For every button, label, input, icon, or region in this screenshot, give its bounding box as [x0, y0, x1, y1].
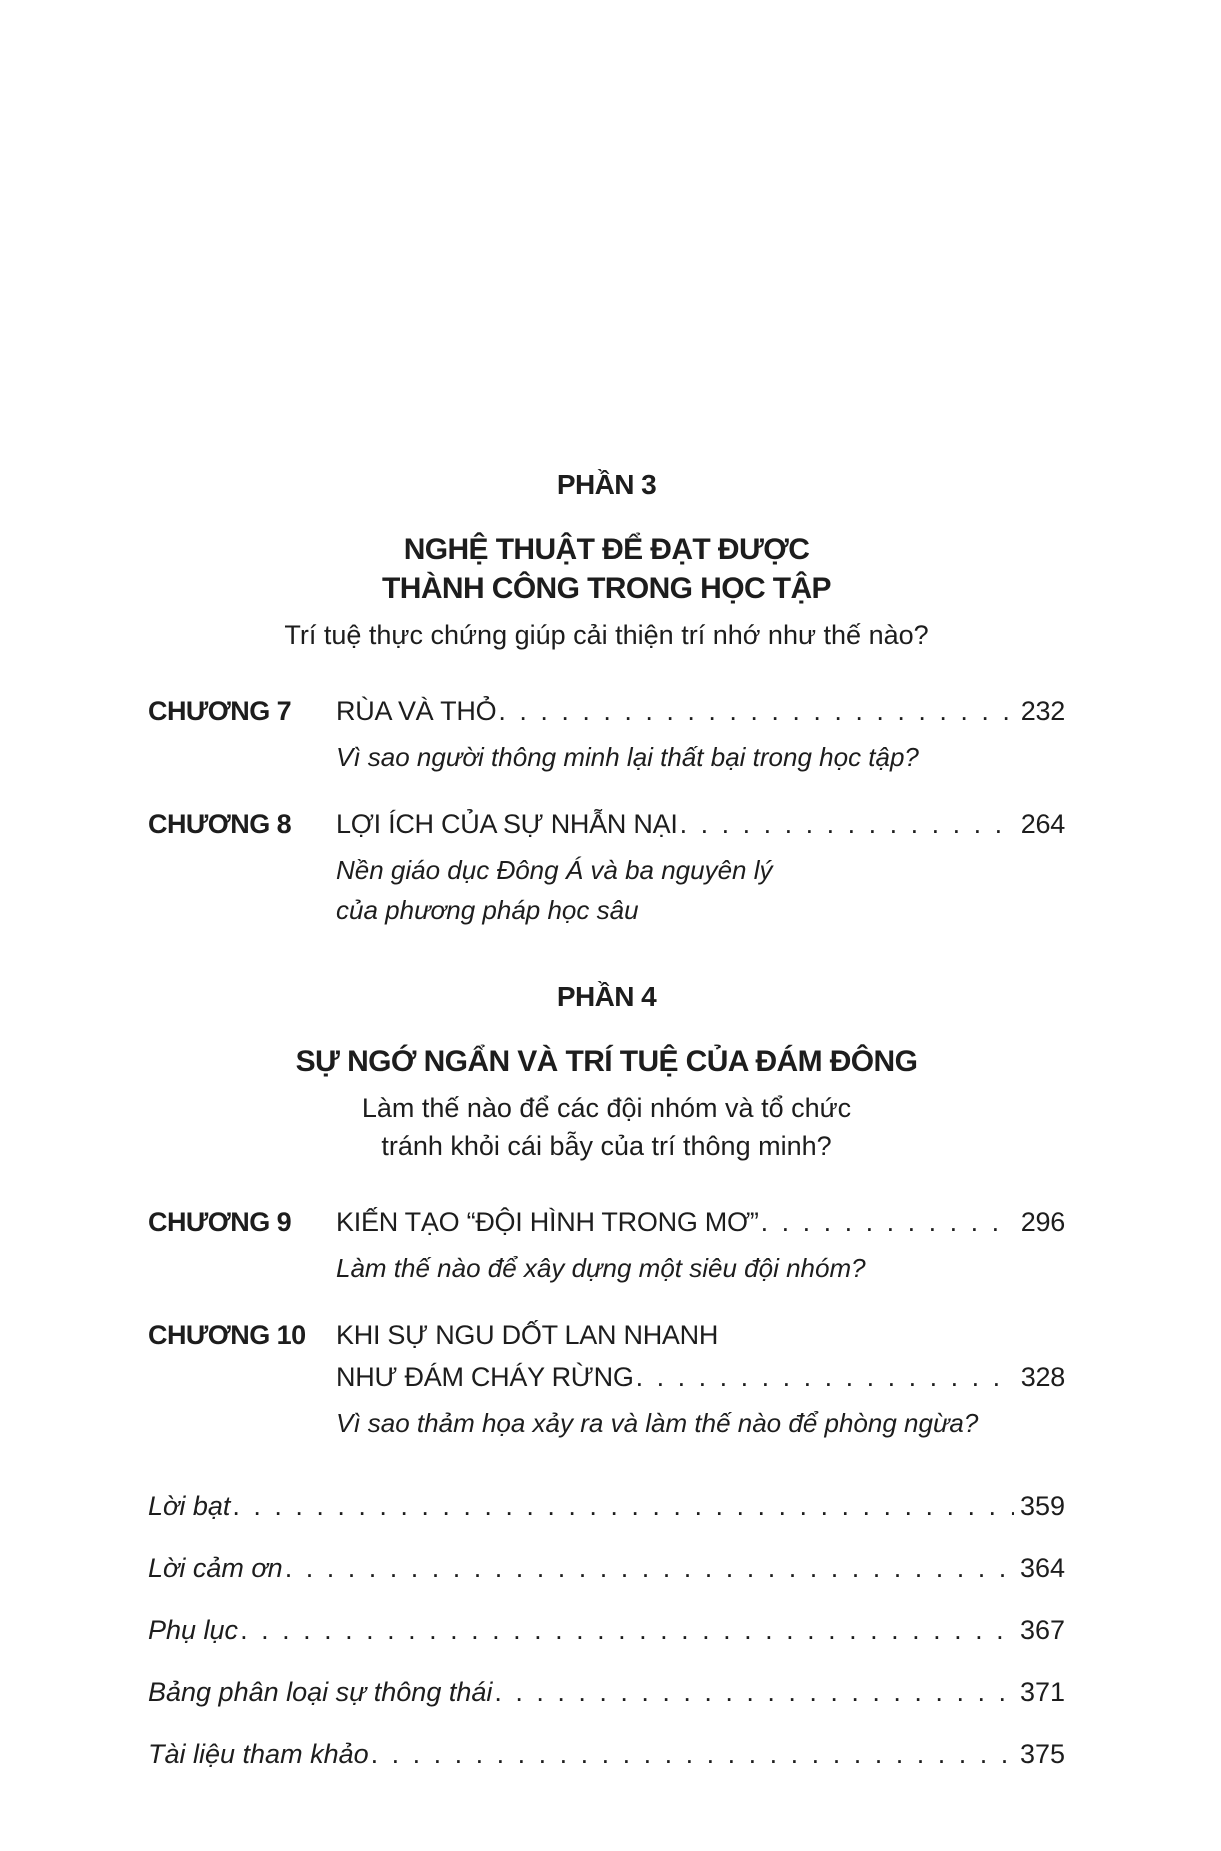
section-title-line: SỰ NGỚ NGẨN VÀ TRÍ TUỆ CỦA ĐÁM ĐÔNG — [295, 1045, 918, 1078]
dot-leader — [371, 1737, 1014, 1771]
toc-section-part-4 — [148, 982, 1065, 1443]
section-subtitle — [148, 616, 1065, 654]
toc-entry-chapter-9 — [148, 1201, 1065, 1288]
back-matter-title: Bảng phân loại sự thông thái — [148, 1677, 493, 1707]
dot-leader — [636, 1356, 1015, 1398]
chapter-title-row — [336, 803, 1065, 845]
section-title — [148, 530, 1065, 608]
section-title-line: NGHỆ THUẬT ĐỂ ĐẠT ĐƯỢC — [403, 533, 810, 566]
chapter-entry-body — [336, 1314, 1065, 1443]
back-matter-title: Lời bạt — [148, 1491, 231, 1521]
toc-entry-chapter-8 — [148, 803, 1065, 930]
chapter-list — [148, 1201, 1065, 1443]
toc-entry-chapter-7 — [148, 690, 1065, 777]
chapter-title-row — [336, 690, 1065, 732]
back-matter-page-number: 371 — [1019, 1677, 1065, 1707]
chapter-subtitle — [336, 1248, 1065, 1288]
toc-entry-chapter-10 — [148, 1314, 1065, 1443]
chapter-title-row — [336, 1314, 1065, 1356]
chapter-list — [148, 690, 1065, 930]
chapter-label: CHƯƠNG 7 — [148, 696, 292, 726]
chapter-title-line-2: NHƯ ĐÁM CHÁY RỪNG — [336, 1362, 634, 1392]
back-matter-page-number: 359 — [1019, 1491, 1065, 1521]
back-matter-page-number: 375 — [1019, 1739, 1065, 1769]
dot-leader — [498, 690, 1014, 732]
chapter-entry-body — [336, 1201, 1065, 1288]
toc-entry-bang-phan-loai — [148, 1675, 1065, 1709]
toc-entry-loi-cam-on — [148, 1551, 1065, 1585]
back-matter-page-number: 367 — [1019, 1615, 1065, 1645]
part-label: PHẦN 4 — [556, 981, 657, 1012]
chapter-label: CHƯƠNG 9 — [148, 1207, 292, 1237]
toc-entry-phu-luc — [148, 1613, 1065, 1647]
dot-leader — [240, 1613, 1014, 1647]
chapter-page-number: 232 — [1020, 696, 1065, 726]
back-matter-page-number: 364 — [1019, 1553, 1065, 1583]
chapter-title-row — [336, 1201, 1065, 1243]
chapter-subtitle-line: Vì sao người thông minh lại thất bại trong học tập? — [336, 742, 919, 772]
dot-leader — [285, 1551, 1014, 1585]
chapter-subtitle-line: Nền giáo dục Đông Á và ba nguyên lý — [336, 855, 773, 885]
chapter-title: RÙA VÀ THỎ — [336, 696, 497, 726]
chapter-subtitle — [336, 850, 1065, 930]
section-title — [148, 1042, 1065, 1081]
section-title-line: THÀNH CÔNG TRONG HỌC TẬP — [382, 572, 831, 605]
dot-leader — [761, 1201, 1015, 1243]
back-matter-list — [148, 1489, 1065, 1771]
chapter-title: KIẾN TẠO “ĐỘI HÌNH TRONG MƠ” — [336, 1207, 759, 1237]
back-matter-title: Tài liệu tham khảo — [148, 1739, 369, 1769]
chapter-entry-body — [336, 803, 1065, 930]
back-matter-title: Phụ lục — [148, 1615, 239, 1645]
chapter-entry-body — [336, 690, 1065, 777]
toc-entry-tai-lieu-tham-khao — [148, 1737, 1065, 1771]
chapter-label: CHƯƠNG 10 — [148, 1320, 306, 1350]
chapter-label: CHƯƠNG 8 — [148, 809, 292, 839]
chapter-subtitle-line: Làm thế nào để xây dựng một siêu đội nhóm? — [336, 1253, 866, 1283]
chapter-subtitle — [336, 1403, 1065, 1443]
section-subtitle — [148, 1089, 1065, 1165]
table-of-contents-page — [148, 0, 1065, 1771]
chapter-page-number: 328 — [1020, 1362, 1065, 1392]
chapter-page-number: 264 — [1020, 809, 1065, 839]
chapter-subtitle-line: của phương pháp học sâu — [336, 895, 639, 925]
chapter-title-row — [336, 1356, 1065, 1398]
section-subtitle-line: Làm thế nào để các đội nhóm và tổ chức — [361, 1093, 852, 1123]
back-matter-title: Lời cảm ơn — [148, 1553, 283, 1583]
toc-section-part-3 — [148, 470, 1065, 930]
chapter-subtitle — [336, 737, 1065, 777]
toc-entry-loi-bat — [148, 1489, 1065, 1523]
chapter-page-number: 296 — [1020, 1207, 1065, 1237]
section-subtitle-line: tránh khỏi cái bẫy của trí thông minh? — [381, 1131, 832, 1161]
part-label: PHẦN 3 — [556, 469, 657, 500]
chapter-title-line-1: KHI SỰ NGU DỐT LAN NHANH — [336, 1320, 719, 1350]
dot-leader — [680, 803, 1015, 845]
dot-leader — [232, 1489, 1014, 1523]
dot-leader — [494, 1675, 1014, 1709]
section-subtitle-line: Trí tuệ thực chứng giúp cải thiện trí nhớ như thế nào? — [284, 620, 929, 650]
chapter-subtitle-line: Vì sao thảm họa xảy ra và làm thế nào để phòng ngừa? — [336, 1408, 979, 1438]
chapter-title: LỢI ÍCH CỦA SỰ NHẪN NẠI — [336, 809, 678, 839]
